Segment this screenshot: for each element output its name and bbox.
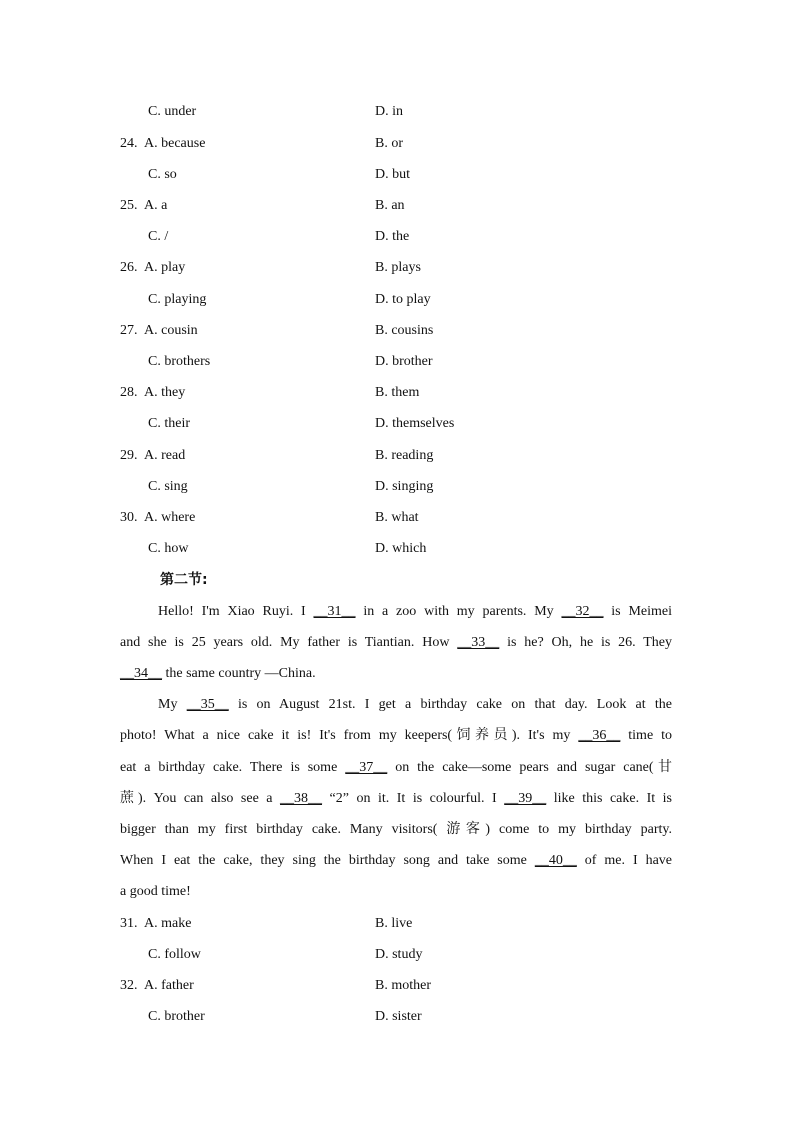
passage-text: photo! What a nice cake it is! It's from my keepers(饲养员). It's my: [120, 728, 579, 743]
question-number: 26.: [120, 260, 138, 275]
option-c: C. playing: [148, 292, 207, 307]
option-d: D. but: [375, 167, 410, 182]
option-row-25-cd: [0, 227, 794, 247]
option-d: D. themselves: [375, 416, 455, 431]
option-c: C. brothers: [148, 354, 211, 369]
passage-text: on the cake—some pears and sugar cane(甘: [387, 760, 673, 775]
question-row-27-ab: [0, 321, 794, 341]
question-number: 27.: [120, 323, 138, 338]
option-b: B. what: [375, 510, 419, 525]
blank-36: __36__: [578, 728, 621, 743]
passage-line: [120, 695, 672, 715]
passage-text: “2” on it. It is colourful. I: [322, 791, 505, 806]
option-d: D. singing: [375, 479, 434, 494]
passage-line: a good time!: [120, 884, 191, 899]
passage-text: Hello! I'm Xiao Ruyi. I: [158, 604, 314, 619]
question-number: 24.: [120, 136, 138, 151]
option-row-23-cd: [0, 102, 794, 122]
option-c: C. sing: [148, 479, 188, 494]
passage-line: [120, 633, 672, 653]
option-a: A. make: [144, 916, 192, 931]
blank-31: __31__: [313, 604, 356, 619]
passage-line: [120, 789, 672, 809]
option-a: A. they: [144, 385, 186, 400]
option-a: A. where: [144, 510, 196, 525]
question-number: 31.: [120, 916, 138, 931]
option-row-30-cd: [0, 539, 794, 559]
passage-text: is he? Oh, he is 26. They: [499, 635, 672, 650]
option-row-28-cd: [0, 414, 794, 434]
blank-38: __38__: [280, 791, 323, 806]
passage-text: time to: [620, 728, 672, 743]
blank-32: __32__: [561, 604, 604, 619]
passage-text: in a zoo with my parents. My: [355, 604, 562, 619]
passage-text: like this cake. It is: [546, 791, 672, 806]
passage-text: eat a birthday cake. There is some: [120, 760, 346, 775]
blank-33: __33__: [457, 635, 500, 650]
question-number: 30.: [120, 510, 138, 525]
question-row-30-ab: [0, 508, 794, 528]
question-number: 28.: [120, 385, 138, 400]
option-b: B. cousins: [375, 323, 434, 338]
passage-line: [120, 726, 672, 746]
section-heading: 第二节:: [160, 572, 208, 588]
passage-line: [120, 851, 672, 871]
passage-text: is Meimei: [603, 604, 672, 619]
blank-35: __35__: [186, 697, 229, 712]
question-number: 32.: [120, 978, 138, 993]
option-a: A. play: [144, 260, 186, 275]
option-c: C. /: [148, 229, 169, 244]
question-number: 25.: [120, 198, 138, 213]
option-c: C. their: [148, 416, 190, 431]
option-row-31-cd: [0, 945, 794, 965]
option-a: A. because: [144, 136, 206, 151]
blank-39: __39__: [504, 791, 547, 806]
option-d: D. the: [375, 229, 410, 244]
question-number: 29.: [120, 448, 138, 463]
option-d: D. study: [375, 947, 423, 962]
option-c: C. how: [148, 541, 189, 556]
option-c: C. brother: [148, 1009, 205, 1024]
option-row-29-cd: [0, 477, 794, 497]
option-a: A. father: [144, 978, 194, 993]
option-row-26-cd: [0, 290, 794, 310]
option-b: B. an: [375, 198, 405, 213]
blank-34: __34__: [120, 666, 162, 681]
passage-line: [120, 758, 672, 778]
option-d: D. which: [375, 541, 427, 556]
blank-40: __40__: [534, 853, 577, 868]
question-row-31-ab: [0, 914, 794, 934]
question-row-32-ab: [0, 976, 794, 996]
passage-line: [120, 664, 672, 684]
option-a: A. read: [144, 448, 186, 463]
blank-37: __37__: [345, 760, 388, 775]
option-b: B. mother: [375, 978, 431, 993]
question-row-28-ab: [0, 383, 794, 403]
option-c: C. follow: [148, 947, 201, 962]
option-c: C. under: [148, 104, 197, 119]
option-b: B. live: [375, 916, 413, 931]
passage-text: the same country —China.: [162, 666, 316, 681]
option-row-27-cd: [0, 352, 794, 372]
passage-text: of me. I have: [576, 853, 672, 868]
question-row-24-ab: [0, 134, 794, 154]
passage-text: My: [158, 697, 187, 712]
option-b: B. or: [375, 136, 403, 151]
passage-text: is on August 21st. I get a birthday cake on that day. Look at the: [228, 697, 673, 712]
option-b: B. them: [375, 385, 420, 400]
option-b: B. plays: [375, 260, 421, 275]
passage-text: When I eat the cake, they sing the birthday song and take some: [120, 853, 535, 868]
option-d: D. brother: [375, 354, 433, 369]
passage-text: and she is 25 years old. My father is Tiantian. How: [120, 635, 458, 650]
option-d: D. sister: [375, 1009, 422, 1024]
question-row-25-ab: [0, 196, 794, 216]
option-row-24-cd: [0, 165, 794, 185]
option-a: A. a: [144, 198, 168, 213]
option-a: A. cousin: [144, 323, 198, 338]
question-row-29-ab: [0, 446, 794, 466]
option-b: B. reading: [375, 448, 434, 463]
option-row-32-cd: [0, 1007, 794, 1027]
passage-line: [120, 602, 672, 622]
passage-line: bigger than my first birthday cake. Many visitors( 游客) come to my birthday party.: [120, 822, 672, 837]
option-c: C. so: [148, 167, 177, 182]
option-d: D. in: [375, 104, 403, 119]
option-d: D. to play: [375, 292, 431, 307]
passage-text: 蔗). You can also see a: [120, 791, 281, 806]
question-row-26-ab: [0, 258, 794, 278]
